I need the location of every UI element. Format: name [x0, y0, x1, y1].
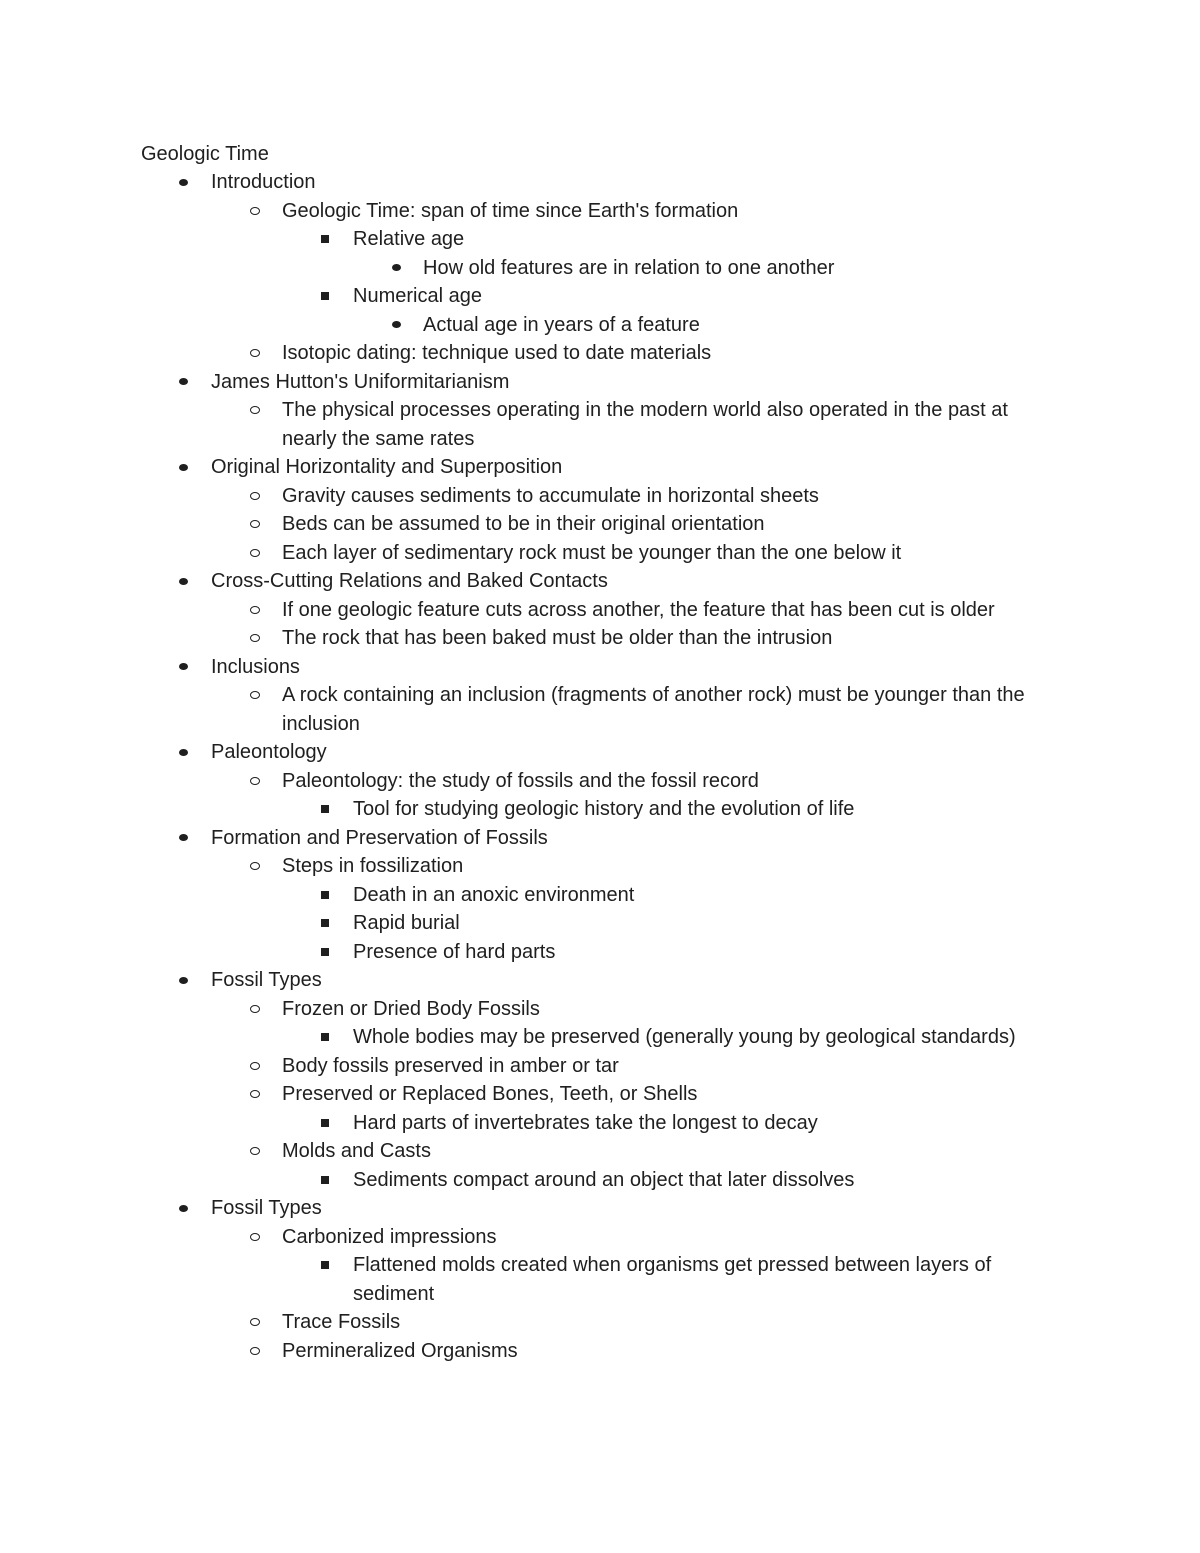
hollow-circle-bullet-icon — [248, 1080, 262, 1109]
outline-item-level-1 — [0, 966, 1200, 995]
outline-item-text: Preserved or Replaced Bones, Teeth, or Shells — [282, 1083, 698, 1105]
outline-item-text: Steps in fossilization — [282, 855, 464, 877]
outline-item-text: Geologic Time: span of time since Earth's formation — [282, 199, 739, 222]
outline-item-level-1 — [0, 567, 1200, 596]
outline-item-level-3 — [0, 795, 1200, 824]
outline-item-level-2 — [0, 852, 1200, 881]
filled-circle-bullet-icon — [176, 738, 190, 767]
hollow-circle-bullet-icon — [248, 510, 262, 539]
outline-item-level-1 — [0, 653, 1200, 682]
outline-item-text: A rock containing an inclusion (fragments of another rock) must be younger than the inclusion — [282, 684, 1025, 735]
outline-item-level-1 — [0, 1194, 1200, 1223]
outline-item-text: Hard parts of invertebrates take the longest to decay — [353, 1111, 818, 1134]
outline-item-text: Paleontology — [211, 741, 327, 763]
outline-item-text: Flattened molds created when organisms get pressed between layers of sediment — [353, 1254, 992, 1305]
hollow-circle-bullet-icon — [248, 339, 262, 368]
filled-circle-bullet-icon — [176, 453, 190, 482]
filled-circle-bullet-icon — [176, 966, 190, 995]
outline-item-level-2 — [0, 1052, 1200, 1081]
outline-item-level-2 — [0, 197, 1200, 226]
square-bullet-icon — [318, 282, 332, 311]
outline-item-level-3 — [0, 1109, 1200, 1138]
outline-item-text: Relative age — [353, 228, 465, 250]
outline-item-level-2 — [0, 1223, 1200, 1252]
outline-item-text: Beds can be assumed to be in their original orientation — [282, 513, 765, 535]
hollow-circle-bullet-icon — [248, 995, 262, 1024]
hollow-circle-bullet-icon — [248, 681, 262, 710]
outline-item-text: How old features are in relation to one another — [423, 256, 835, 279]
outline-item-level-2 — [0, 596, 1200, 625]
outline-item-level-1 — [0, 453, 1200, 482]
outline-item-text: Fossil Types — [211, 1197, 322, 1219]
outline-item-level-2 — [0, 1080, 1200, 1109]
outline-item-text: The rock that has been baked must be older than the intrusion — [282, 627, 833, 649]
hollow-circle-bullet-icon — [248, 1337, 262, 1366]
filled-circle-bullet-icon — [176, 1194, 190, 1223]
filled-circle-bullet-icon — [176, 168, 190, 197]
outline-item-text: If one geologic feature cuts across another, the feature that has been cut is older — [282, 598, 995, 621]
outline-item-level-3 — [0, 909, 1200, 938]
outline-item-text: Introduction — [211, 171, 316, 193]
outline-item-text: Paleontology: the study of fossils and the fossil record — [282, 769, 759, 792]
outline-item-level-1 — [0, 738, 1200, 767]
outline-item-text: Actual age in years of a feature — [423, 313, 700, 336]
outline-item-text: The physical processes operating in the modern world also operated in the past at nearly the same rates — [282, 399, 1008, 450]
hollow-circle-bullet-icon — [248, 539, 262, 568]
outline-item-text: Presence of hard parts — [353, 940, 556, 963]
filled-circle-bullet-icon — [176, 368, 190, 397]
filled-circle-bullet-icon — [176, 824, 190, 853]
outline-item-level-2 — [0, 482, 1200, 511]
outline-item-level-3 — [0, 282, 1200, 311]
outline-item-level-1 — [0, 368, 1200, 397]
outline-item-text: Rapid burial — [353, 912, 460, 934]
filled-circle-bullet-icon — [389, 311, 403, 340]
square-bullet-icon — [318, 1109, 332, 1138]
hollow-circle-bullet-icon — [248, 767, 262, 796]
outline-list — [0, 168, 1200, 1365]
filled-circle-bullet-icon — [389, 254, 403, 283]
outline-item-level-3 — [0, 1251, 1200, 1308]
outline-item-level-1 — [0, 168, 1200, 197]
outline-item-level-2 — [0, 1337, 1200, 1366]
square-bullet-icon — [318, 1251, 332, 1280]
filled-circle-bullet-icon — [176, 567, 190, 596]
outline-item-level-2 — [0, 624, 1200, 653]
outline-item-text: Death in an anoxic environment — [353, 883, 635, 906]
outline-item-level-2 — [0, 339, 1200, 368]
outline-item-level-2 — [0, 681, 1200, 738]
outline-item-text: Isotopic dating: technique used to date materials — [282, 342, 712, 364]
hollow-circle-bullet-icon — [248, 1308, 262, 1337]
outline-item-level-2 — [0, 539, 1200, 568]
outline-item-text: Formation and Preservation of Fossils — [211, 826, 548, 849]
outline-item-level-2 — [0, 1308, 1200, 1337]
outline-item-level-2 — [0, 995, 1200, 1024]
outline-item-level-4 — [0, 254, 1200, 283]
outline-item-level-4 — [0, 311, 1200, 340]
outline-item-level-3 — [0, 1166, 1200, 1195]
outline-item-text: Inclusions — [211, 655, 300, 678]
outline-item-text: Tool for studying geologic history and the evolution of life — [353, 798, 855, 820]
outline-item-text: Whole bodies may be preserved (generally young by geological standards) — [353, 1026, 1016, 1048]
hollow-circle-bullet-icon — [248, 197, 262, 226]
outline-item-level-3 — [0, 938, 1200, 967]
square-bullet-icon — [318, 225, 332, 254]
outline-item-text: Frozen or Dried Body Fossils — [282, 997, 540, 1020]
square-bullet-icon — [318, 1166, 332, 1195]
hollow-circle-bullet-icon — [248, 1052, 262, 1081]
outline-item-text: Molds and Casts — [282, 1140, 431, 1162]
outline-item-level-3 — [0, 881, 1200, 910]
square-bullet-icon — [318, 795, 332, 824]
hollow-circle-bullet-icon — [248, 596, 262, 625]
outline-item-text: Gravity causes sediments to accumulate in horizontal sheets — [282, 484, 819, 507]
outline-item-text: Numerical age — [353, 285, 482, 307]
outline-item-text: James Hutton's Uniformitarianism — [211, 370, 510, 393]
document-title: Geologic Time — [141, 143, 269, 165]
outline-item-level-3 — [0, 225, 1200, 254]
hollow-circle-bullet-icon — [248, 482, 262, 511]
square-bullet-icon — [318, 1023, 332, 1052]
square-bullet-icon — [318, 881, 332, 910]
outline-item-text: Fossil Types — [211, 969, 322, 991]
outline-item-text: Each layer of sedimentary rock must be younger than the one below it — [282, 541, 902, 564]
hollow-circle-bullet-icon — [248, 396, 262, 425]
outline-item-level-2 — [0, 510, 1200, 539]
outline-item-level-3 — [0, 1023, 1200, 1052]
outline-item-text: Permineralized Organisms — [282, 1339, 518, 1362]
outline-item-level-2 — [0, 767, 1200, 796]
outline-item-text: Sediments compact around an object that later dissolves — [353, 1168, 855, 1191]
outline-item-text: Cross-Cutting Relations and Baked Contacts — [211, 570, 608, 592]
outline-item-text: Carbonized impressions — [282, 1225, 497, 1248]
hollow-circle-bullet-icon — [248, 1223, 262, 1252]
square-bullet-icon — [318, 938, 332, 967]
hollow-circle-bullet-icon — [248, 852, 262, 881]
outline-item-level-1 — [0, 824, 1200, 853]
square-bullet-icon — [318, 909, 332, 938]
outline-item-text: Trace Fossils — [282, 1311, 401, 1333]
outline-item-text: Original Horizontality and Superposition — [211, 456, 563, 478]
hollow-circle-bullet-icon — [248, 624, 262, 653]
outline-item-level-2 — [0, 396, 1200, 453]
filled-circle-bullet-icon — [176, 653, 190, 682]
outline-item-level-2 — [0, 1137, 1200, 1166]
outline-item-text: Body fossils preserved in amber or tar — [282, 1054, 619, 1077]
hollow-circle-bullet-icon — [248, 1137, 262, 1166]
